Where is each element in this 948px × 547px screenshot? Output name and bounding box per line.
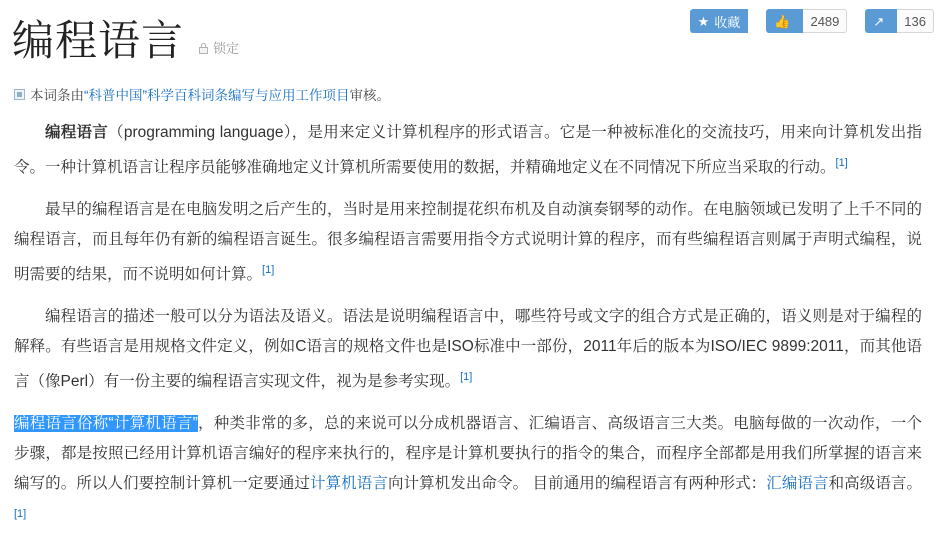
paragraph-1 [14,118,922,183]
paragraph-2-text: 最早的编程语言是在电脑发明之后产生的，当时是用来控制提花织布机及自动演奏钢琴的动作。在电脑领域已发明了上千不同的编程语言，而且每年仍有新的编程语言诞生。很多编程语言需要用指令方式说明计算的程序，而有些编程语言则属于声明式编程，说明需要的结果，而不说明如何计算。 [14,201,922,284]
thumbs-up-icon: 👍 [774,13,791,29]
document-icon [14,89,25,100]
audit-prefix: 本词条由 [30,88,84,103]
page-title: 编程语言 [12,19,185,65]
term-name: 编程语言 [45,124,109,141]
paragraph-4-text-a: ，种类非常的多，总的来说可以分成机器语言、汇编语言、高级语言三大类。电脑每做的一次动作，一个步骤，都是按照已经用计算机语言编好的程序来执行的，程序是计算机要执行的指令的集合，而程序全部都是用我们所掌握的语言来编写的。所以人们要控制计算机一定要通过 [14,415,922,493]
paragraph-4 [14,409,922,534]
reference-link[interactable]: [1] [14,508,27,521]
lock-badge[interactable] [198,38,239,57]
lock-icon [198,42,209,54]
audit-suffix: 审核。 [349,88,390,103]
lock-label: 锁定 [213,41,240,56]
paragraph-3-text: 编程语言的描述一般可以分为语法及语义。语法是说明编程语言中，哪些符号或文字的组合方式是正确的，语义则是对于编程的解释。有些语言是用规格文件定义，例如C语言的规格文件也是ISO标准中一部份，2011年后的版本为ISO/IEC 9899:2011，而其他语言（像Perl）有一份主要的编程语言实现文件，视为是参考实现。 [14,308,922,391]
reference-link[interactable]: [1] [460,371,473,384]
article-action-bar [672,0,948,36]
audit-notice [14,84,390,104]
computer-language-link[interactable]: 计算机语言 [310,475,388,493]
title-row [12,18,239,66]
like-button[interactable] [766,9,803,33]
favorite-action-group [690,9,749,33]
paragraph-1-text: （programming language），是用来定义计算机程序的形式语言。它是一种被标准化的交流技巧，用来向计算机发出指令。一种计算机语言让程序员能够准确地定义计算机所需要使用的数据，并精确地定义在不同情况下所应当采取的行动。 [14,124,922,177]
paragraph-2 [14,195,922,290]
like-count[interactable]: 2489 [803,9,847,33]
paragraph-4-text-b: 向计算机发出命令。 目前通用的编程语言有两种形式： [387,475,767,493]
like-action-group [766,9,847,33]
share-button[interactable] [865,9,897,33]
paragraph-3 [14,302,922,397]
share-action-group [865,9,934,33]
reference-link[interactable]: [1] [262,264,275,277]
selected-text[interactable]: 编程语言俗称“计算机语言” [14,415,198,433]
favorite-button[interactable] [690,9,749,33]
paragraph-4-text-c: 和高级语言。 [828,475,922,493]
share-icon: ↗ [873,13,885,29]
article-body [14,118,922,547]
share-count[interactable]: 136 [897,9,934,33]
audit-project-link[interactable]: “科普中国”科学百科词条编写与应用工作项目 [84,88,350,103]
reference-link[interactable]: [1] [835,157,848,169]
assembly-language-link[interactable]: 汇编语言 [766,475,829,493]
favorite-label: 收藏 [714,14,741,30]
star-icon: ★ [697,13,710,29]
